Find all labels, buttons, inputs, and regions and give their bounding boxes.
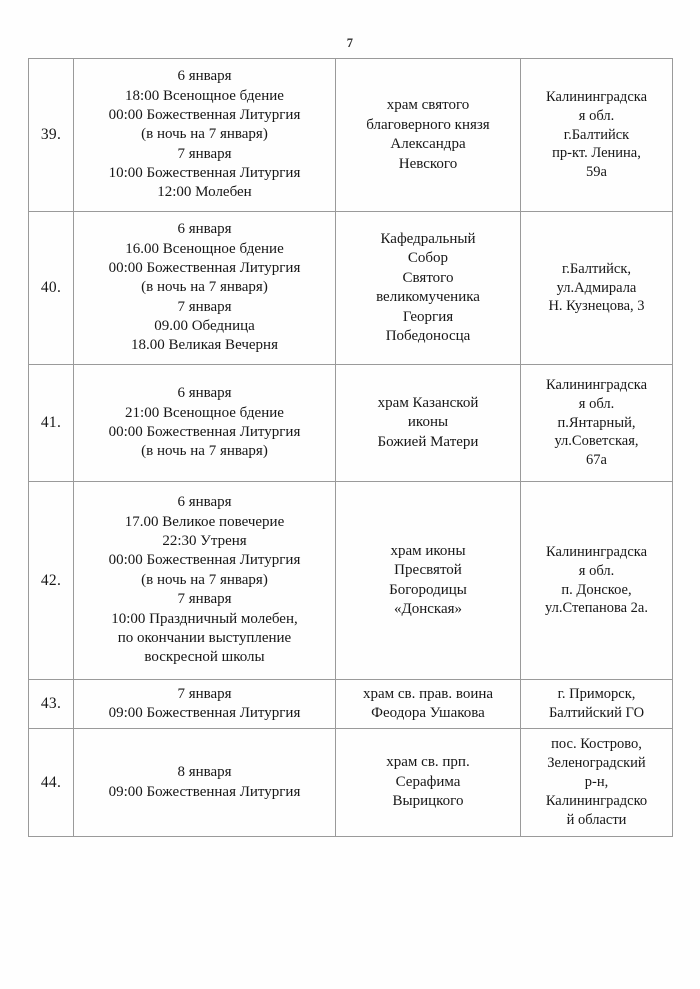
schedule-line: 00:00 Божественная Литургия [108,424,301,440]
temple-line: Серафима [395,773,461,790]
schedule-line: 7 января [177,298,232,315]
row-number-cell: 42. [29,482,74,680]
temple-line: Победоносца [385,328,471,344]
address-line: ул.Адмирала [556,279,637,296]
temple-line: Собор [407,250,449,266]
schedule-line: 7 января [177,685,232,702]
temple-line: Невского [398,155,458,172]
row-number-cell: 44. [29,729,74,837]
address-cell [521,680,673,729]
schedule-line: 22:30 Утреня [162,533,247,550]
schedule-cell [74,680,336,729]
address-line: п.Янтарный, [557,414,636,431]
schedule-line: 6 января [177,221,232,238]
table-row [29,212,673,365]
address-line: ул.Степанова 2а. [545,600,648,617]
temple-line: Святого [402,269,454,286]
schedule-line: 10:00 Праздничный молебен, [111,610,298,627]
schedule-line: 18.00 Великая Вечерня [131,337,278,354]
schedule-line: 6 января [177,494,232,511]
address-line: й области [566,811,627,828]
address-line: Балтийский ГО [548,705,645,721]
schedule-line: (в ночь на 7 января) [141,443,268,460]
temple-line: храм св. прав. воина [362,685,494,702]
schedule-line: 00:00 Божественная Литургия [108,552,301,569]
temple-line: храм иконы [390,542,466,559]
address-line: пос. Кострово, [551,736,642,753]
table-row [29,729,673,837]
address-cell [521,729,673,837]
schedule-line: по окончании выступление [117,629,292,646]
schedule-line: 00:00 Божественная Литургия [108,106,301,123]
temple-line: иконы [407,414,449,431]
address-cell [521,482,673,680]
table-row [29,59,673,212]
temple-line: Богородицы [389,581,467,598]
temple-line: великомученика [376,289,480,305]
address-line: ул.Советская, [554,433,639,450]
schedule-line: (в ночь на 7 января) [141,571,268,588]
address-line: Калининградска [545,376,648,393]
address-line: Калининградска [545,543,648,560]
temple-line: Кафедральный [380,230,476,247]
address-line: Калининградска [545,88,648,105]
address-line: Н. Кузнецова, 3 [548,298,645,315]
address-line: р-н, [584,774,609,791]
schedule-line: 17.00 Великое повечерие [124,513,285,530]
temple-name-cell [336,365,521,482]
address-line: г.Балтийск [563,126,630,143]
schedule-line: 09:00 Божественная Литургия [108,783,301,800]
row-number-cell: 39. [29,59,74,212]
temple-line: храм святого [386,97,470,113]
address-line: пр-кт. Ленина, [552,145,641,162]
temple-line: Пресвятой [394,562,462,578]
temple-name-cell [336,680,521,729]
row-number-cell: 43. [29,680,74,729]
schedule-line: 7 января [177,591,232,608]
schedule-line: 6 января [177,68,232,85]
temple-name-cell [336,212,521,365]
temple-name-cell [336,59,521,212]
address-cell [521,365,673,482]
schedule-line: 09:00 Божественная Литургия [108,705,301,721]
temple-name-cell [336,729,521,837]
schedule-line: (в ночь на 7 января) [141,126,268,143]
temple-line: «Донская» [393,601,463,617]
address-line: г.Балтийск, [561,260,632,277]
schedule-line: 00:00 Божественная Литургия [108,259,301,276]
temple-line: Георгия [402,308,454,325]
row-number-cell: 41. [29,365,74,482]
table-row [29,680,673,729]
schedule-cell [74,482,336,680]
schedule-line: 10:00 Божественная Литургия [108,165,301,182]
schedule-line: 16.00 Всенощное бдение [125,240,284,257]
row-number-cell: 40. [29,212,74,365]
table-body [29,59,673,837]
temple-name-cell [336,482,521,680]
temple-line: благоверного князя [366,116,490,133]
schedule-cell [74,212,336,365]
address-line: Калининградско [545,792,648,809]
schedule-line: 09.00 Обедница [154,318,255,335]
address-line: 59а [586,164,607,181]
address-line: я обл. [578,562,615,579]
temple-line: Феодора Ушакова [371,705,485,721]
page-number: 7 [346,36,354,50]
schedule-line: воскресной школы [144,649,265,666]
address-line: я обл. [578,107,615,124]
service-schedule-table [28,58,673,837]
temple-line: храм св. прп. [386,754,470,771]
schedule-line: 21:00 Всенощное бдение [125,404,284,421]
temple-line: Божией Матери [377,433,479,450]
temple-line: Вырицкого [392,793,464,810]
address-line: г. Приморск, [557,686,636,703]
temple-line: Александра [390,136,466,152]
address-cell [521,212,673,365]
address-cell [521,59,673,212]
address-line: п. Донское, [561,581,632,598]
schedule-line: 8 января [177,764,232,781]
schedule-line: 7 января [177,145,232,162]
address-line: 67а [586,452,607,469]
schedule-line: 18:00 Всенощное бдение [125,87,284,104]
schedule-line: 12:00 Молебен [157,184,252,201]
table-row [29,482,673,680]
schedule-line: (в ночь на 7 января) [141,279,268,296]
schedule-cell [74,59,336,212]
address-line: я обл. [578,395,615,412]
table-row [29,365,673,482]
schedule-cell [74,365,336,482]
schedule-cell [74,729,336,837]
schedule-line: 6 января [177,385,232,402]
temple-line: храм Казанской [377,394,479,411]
address-line: Зеленоградский [547,755,646,772]
